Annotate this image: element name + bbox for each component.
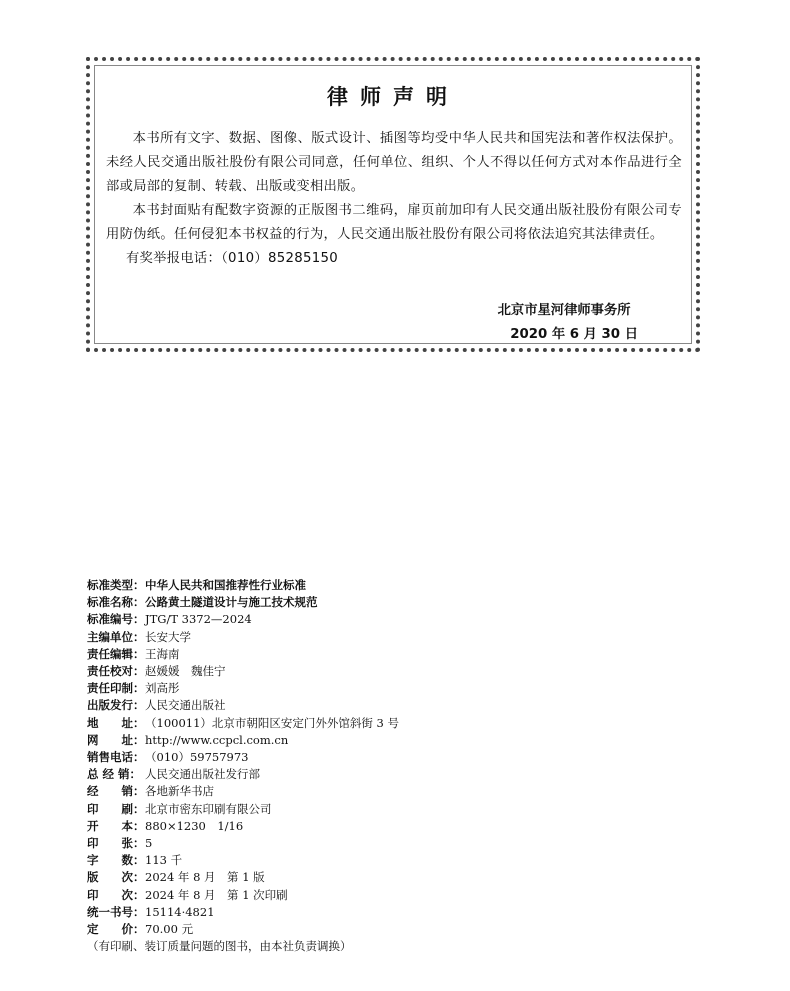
colophon-row <box>87 835 607 852</box>
colophon-value: 北京市密东印刷有限公司 <box>145 801 272 816</box>
colophon-row <box>87 715 607 732</box>
colophon-label: 网 址： <box>87 732 145 747</box>
colophon-label: 经 销： <box>87 784 145 799</box>
colophon-value: 人民交通出版社发行部 <box>145 767 260 782</box>
colophon-value: 人民交通出版社 <box>145 698 226 713</box>
colophon-value: 880×1230 1/16 <box>145 818 244 833</box>
colophon-label: 出版发行： <box>87 698 145 713</box>
colophon-row <box>87 921 607 938</box>
colophon-row <box>87 904 607 921</box>
colophon-footnote: （有印刷、装订质量问题的图书，由本社负责调换） <box>87 939 352 954</box>
report-hotline: 有奖举报电话：（010）85285150 <box>125 251 339 266</box>
colophon-label: 字 数： <box>87 853 145 868</box>
colophon-label: 责任印制： <box>87 681 145 696</box>
colophon-value: （010）59757973 <box>145 750 249 765</box>
colophon-value: 刘高彤 <box>145 681 180 696</box>
colophon-row <box>87 646 607 663</box>
colophon-value: 公路黄土隧道设计与施工技术规范 <box>145 595 318 610</box>
colophon-label: 总 经 销： <box>87 767 142 782</box>
notice-paragraph-1: 本书所有文字、数据、图像、版式设计、插图等均受中华人民共和国宪法和著作权法保护。未经人民交通出版社股份有限公司同意，任何单位、组织、个人不得以任何方式对本作品进行全部或局部的复制、转载、出版或变相出版。 <box>106 131 682 194</box>
colophon-value: 2024 年 8 月 第 1 版 <box>145 870 265 885</box>
notice-body <box>106 127 682 271</box>
lawyer-notice-box <box>86 57 700 352</box>
colophon-label: 印 张： <box>87 836 145 851</box>
colophon-value: （100011）北京市朝阳区安定门外外馆斜街 3 号 <box>145 715 400 730</box>
colophon-row <box>87 801 607 818</box>
colophon-row <box>87 697 607 714</box>
colophon-label: 地 址： <box>87 715 145 730</box>
colophon-label: 标准类型： <box>87 578 145 592</box>
colophon-label: 责任校对： <box>87 664 145 679</box>
colophon-value: 长安大学 <box>145 629 191 644</box>
notice-title: 律师声明 <box>327 85 459 109</box>
colophon-label: 印 次： <box>87 887 145 902</box>
colophon-row <box>87 663 607 680</box>
colophon-value: 王海南 <box>145 646 180 661</box>
colophon-label: 销售电话： <box>87 750 145 765</box>
colophon-value: 113 千 <box>145 853 183 868</box>
colophon-value: 赵媛媛 魏佳宁 <box>145 664 226 679</box>
colophon-label: 开 本： <box>87 818 145 833</box>
colophon-row <box>87 818 607 835</box>
colophon-row <box>87 852 607 869</box>
colophon-value: 5 <box>145 836 153 851</box>
colophon <box>87 577 607 955</box>
colophon-row <box>87 783 607 800</box>
colophon-row <box>87 577 607 594</box>
colophon-value: 70.00 元 <box>145 922 194 937</box>
colophon-value: 2024 年 8 月 第 1 次印刷 <box>145 887 288 902</box>
law-firm-name: 北京市星河律师事务所 <box>497 303 631 318</box>
colophon-label: 版 次： <box>87 870 145 885</box>
notice-date: 2020 年 6 月 30 日 <box>510 327 638 342</box>
colophon-row <box>87 869 607 886</box>
colophon-row <box>87 766 607 783</box>
colophon-value: JTG/T 3372—2024 <box>145 612 252 627</box>
colophon-label: 责任编辑： <box>87 646 145 661</box>
colophon-label: 标准名称： <box>87 595 145 610</box>
colophon-value: 各地新华书店 <box>145 784 214 799</box>
colophon-row <box>87 611 607 628</box>
notice-signature <box>490 299 638 347</box>
colophon-label: 统一书号： <box>87 904 145 919</box>
colophon-row <box>87 629 607 646</box>
colophon-value: http://www.ccpcl.com.cn <box>145 732 289 747</box>
colophon-label: 标准编号： <box>87 612 145 627</box>
colophon-row <box>87 887 607 904</box>
colophon-value: 中华人民共和国推荐性行业标准 <box>145 578 306 592</box>
colophon-label: 主编单位： <box>87 629 145 644</box>
colophon-row <box>87 749 607 766</box>
colophon-value: 15114·4821 <box>145 904 215 919</box>
notice-paragraph-2: 本书封面贴有配数字资源的正版图书二维码，扉页前加印有人民交通出版社股份有限公司专用防伪纸。任何侵犯本书权益的行为，人民交通出版社股份有限公司将依法追究其法律责任。 <box>106 203 682 242</box>
colophon-row <box>87 594 607 611</box>
colophon-label: 定 价： <box>87 922 145 937</box>
colophon-label: 印 刷： <box>87 801 145 816</box>
colophon-row <box>87 680 607 697</box>
colophon-row <box>87 732 607 749</box>
